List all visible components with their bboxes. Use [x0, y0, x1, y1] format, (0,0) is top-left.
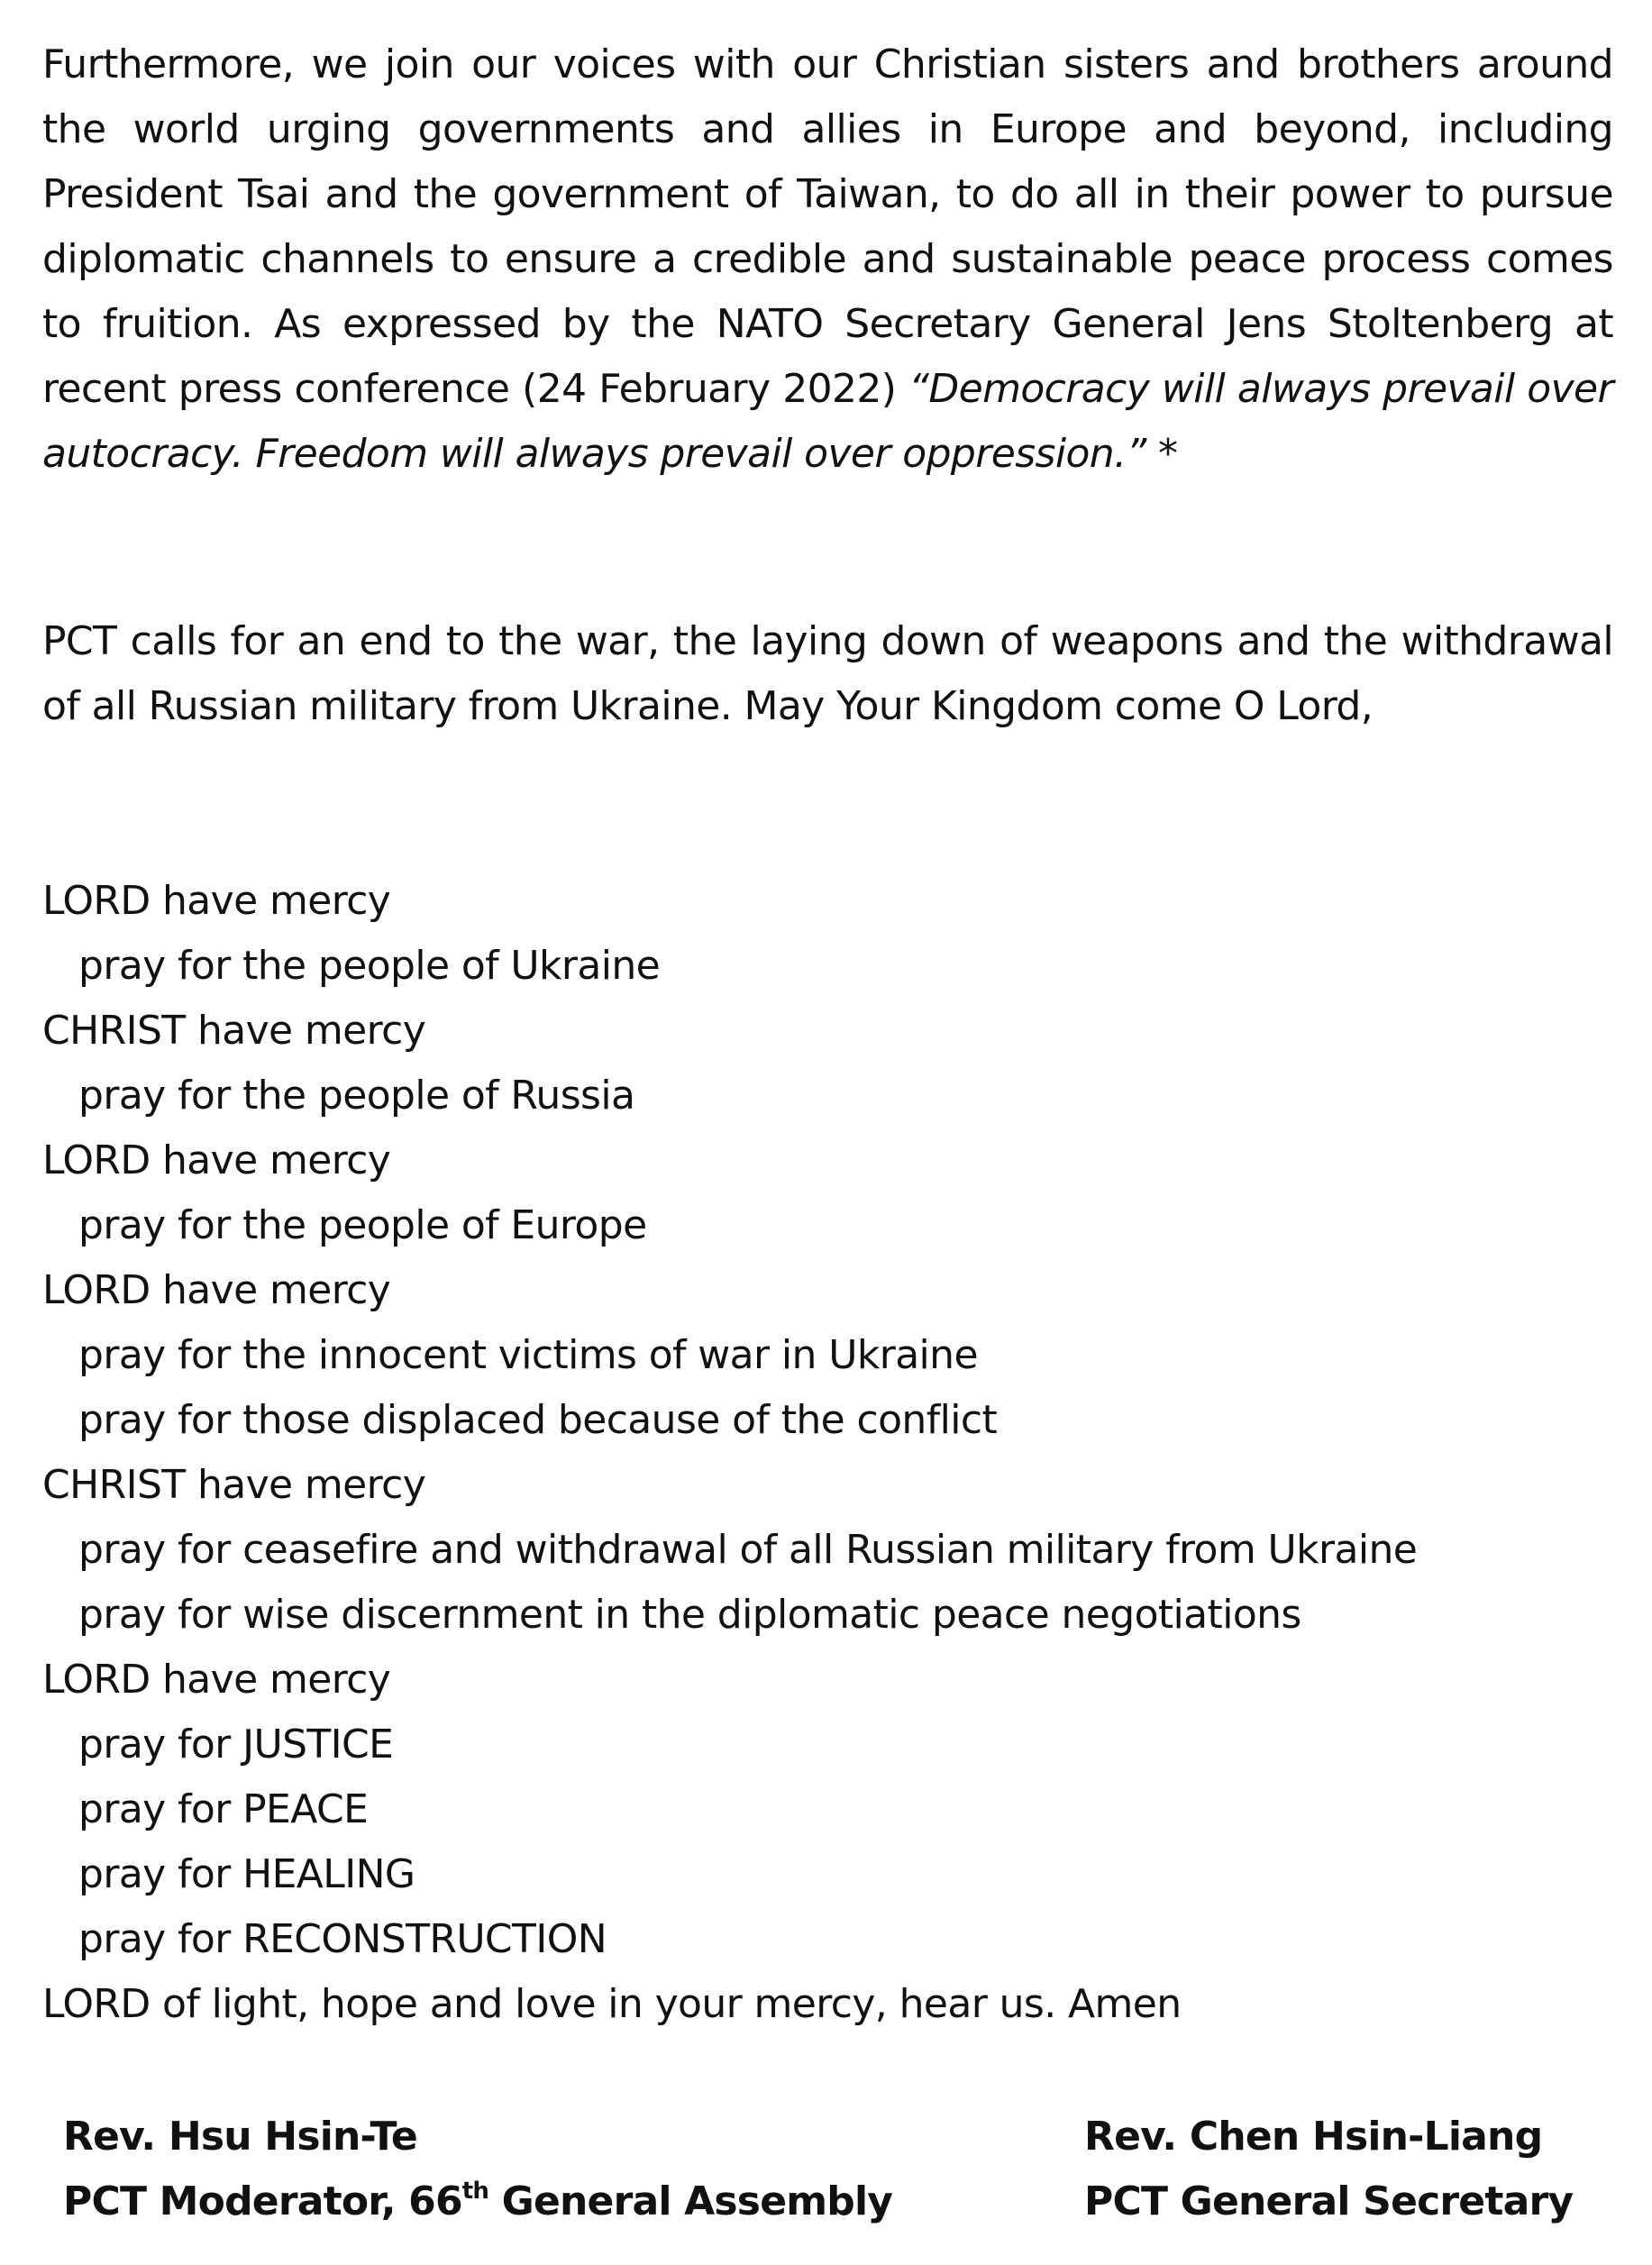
litany-line: pray for wise discernment in the diplomatic peace negotiations [78, 1592, 1301, 1638]
litany-line: LORD have mercy [42, 1137, 391, 1183]
litany-line: LORD have mercy [42, 1267, 391, 1313]
signature-general-secretary [1084, 2105, 1573, 2234]
litany-line: LORD have mercy [42, 878, 391, 924]
litany-line: pray for the people of Ukraine [78, 943, 661, 989]
prayer-litany [42, 869, 1629, 2037]
litany-line: pray for HEALING [78, 1851, 415, 1897]
litany-line: pray for ceasefire and withdrawal of all Russian military from Ukraine [78, 1527, 1418, 1573]
general-secretary-name: Rev. Chen Hsin-Liang [1084, 2114, 1543, 2160]
litany-line: pray for those displaced because of the conflict [78, 1397, 998, 1443]
litany-line: LORD of light, hope and love in your mercy, hear us. Amen [42, 1981, 1182, 2027]
signature-moderator [63, 2105, 892, 2234]
litany-line: CHRIST have mercy [42, 1008, 426, 1054]
moderator-title-ordinal: th [461, 2178, 489, 2205]
moderator-name: Rev. Hsu Hsin-Te [63, 2114, 417, 2160]
stoltenberg-quote: “Democracy will always prevail over autocracy. Freedom will always prevail over oppression.” [42, 366, 1613, 477]
footnote-marker: * [1145, 431, 1178, 477]
litany-line: pray for the people of Russia [78, 1073, 635, 1119]
litany-line: pray for RECONSTRUCTION [78, 1916, 607, 1962]
paragraph-nato-statement [42, 32, 1613, 487]
litany-line: pray for JUSTICE [78, 1722, 394, 1767]
moderator-title-prefix: PCT Moderator, 66 [63, 2178, 462, 2224]
moderator-title [63, 2169, 892, 2234]
litany-line: CHRIST have mercy [42, 1462, 426, 1508]
general-secretary-title: PCT General Secretary [1084, 2178, 1574, 2224]
paragraph-1-text: Furthermore, we join our voices with our Christian sisters and brothers around the world urging governments and allies in Europe and beyond, including President Tsai and the government of Taiwan, to do all in their power to pursue diplomatic channels to ensure a credible and sustainable peace process comes to fruition. As expressed by the NATO Secretary General Jens Stoltenberg at recent press conference (24 February 2022) [42, 41, 1613, 412]
litany-line: pray for PEACE [78, 1786, 369, 1832]
litany-line: pray for the innocent victims of war in Ukraine [78, 1332, 978, 1378]
paragraph-2-text: PCT calls for an end to the war, the laying down of weapons and the withdrawal of all Russian military from Ukraine. May Your Kingdom come O Lord, [42, 618, 1613, 729]
paragraph-call-to-end-war [42, 609, 1613, 739]
litany-line: pray for the people of Europe [78, 1202, 647, 1248]
litany-line: LORD have mercy [42, 1657, 391, 1703]
moderator-title-suffix: General Assembly [488, 2178, 893, 2224]
